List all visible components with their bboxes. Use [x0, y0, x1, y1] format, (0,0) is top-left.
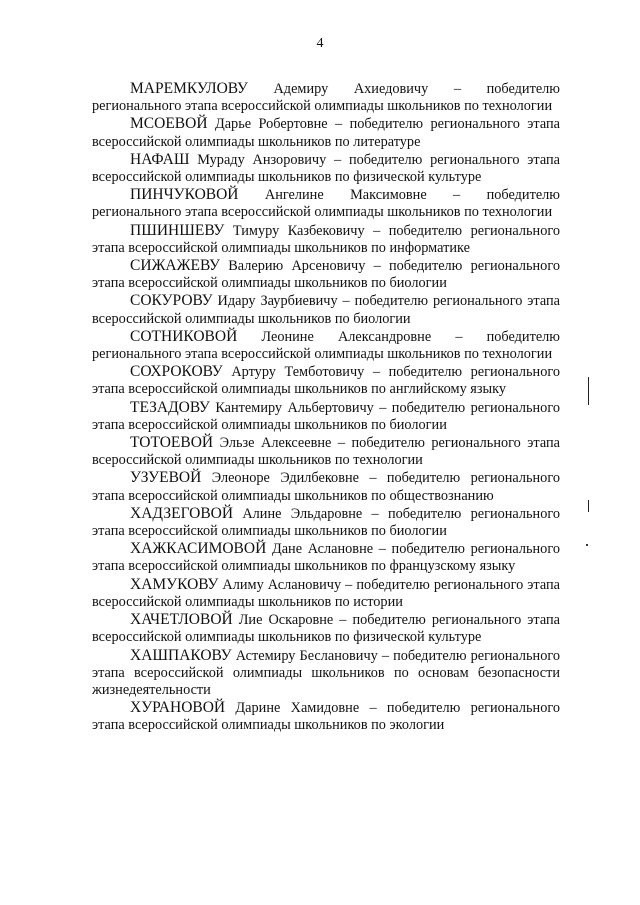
entry-text: Тимуру Казбековичу – победителю регионального этапа всероссийской олимпиады школьников по информатике [92, 222, 560, 256]
entry-surname: ХАЖКАСИМОВОЙ [130, 540, 267, 558]
award-entry [92, 363, 560, 398]
entry-surname: ХАЧЕТЛОВОЙ [130, 611, 233, 629]
entry-text: Эльзе Алексеевне – победителю регионального этапа всероссийской олимпиады школьников по технологии [92, 435, 560, 469]
entry-text: Дарье Робертовне – победителю регионального этапа всероссийской олимпиады школьников по литературе [92, 116, 560, 150]
award-entry [92, 434, 560, 469]
award-entry [92, 328, 560, 363]
entry-surname: ХАМУКОВУ [130, 575, 219, 593]
entry-text: Дане Аслановне – победителю регионального этапа всероссийской олимпиады школьников по французскому языку [92, 541, 560, 575]
entry-surname: СИЖАЖЕВУ [130, 257, 221, 275]
entry-text: Алиму Аслановичу – победителю регионального этапа всероссийской олимпиады школьников по истории [92, 576, 560, 610]
award-entry [92, 115, 560, 150]
page-number: 4 [316, 36, 324, 51]
entry-text: Ангелине Максимовне – победителю регионального этапа всероссийской олимпиады школьников по технологии [92, 187, 560, 221]
scan-margin-line [588, 500, 589, 512]
award-entry [92, 540, 560, 575]
award-entry [92, 576, 560, 611]
entry-text: Идару Заурбиевичу – победителю регионального этапа всероссийской олимпиады школьников по биологии [92, 293, 560, 327]
entry-surname: ХАДЗЕГОВОЙ [130, 504, 234, 522]
entry-text: Дарине Хамидовне – победителю регионального этапа всероссийской олимпиады школьников по экологии [92, 700, 560, 734]
entry-surname: ХУРАНОВОЙ [130, 699, 226, 717]
award-entry [92, 151, 560, 186]
entry-text: Адемиру Ахиедовичу – победителю регионального этапа всероссийской олимпиады школьников по технологии [92, 81, 560, 115]
award-entry [92, 80, 560, 115]
entry-surname: СОКУРОВУ [130, 292, 213, 310]
award-entry [92, 699, 560, 734]
entry-surname: ПШИНШЕВУ [130, 221, 225, 239]
award-entry [92, 186, 560, 221]
entry-surname: УЗУЕВОЙ [130, 469, 202, 487]
entry-text: Лие Оскаровне – победителю регионального этапа всероссийской олимпиады школьников по физической культуре [92, 612, 560, 646]
award-entry [92, 469, 560, 504]
award-entry [92, 399, 560, 434]
entry-surname: СОТНИКОВОЙ [130, 327, 238, 345]
entry-text: Алине Эльдаровне – победителю регионального этапа всероссийской олимпиады школьников по биологии [92, 505, 560, 540]
entry-surname: МСОЕВОЙ [130, 115, 208, 133]
entry-text: Астемиру Беслановичу – победителю регионального этапа всероссийской олимпиады школьников по основам безопасности жизнедеятельности [92, 647, 560, 698]
award-entry [92, 292, 560, 327]
entry-surname: ТОТОЕВОЙ [130, 434, 214, 452]
award-entry [92, 257, 560, 292]
entry-surname: СОХРОКОВУ [130, 363, 223, 381]
entry-text: Мураду Анзоровичу – победителю регионального этапа всероссийской олимпиады школьников по физической культуре [92, 151, 560, 186]
entry-text: Кантемиру Альбертовичу – победителю регионального этапа всероссийской олимпиады школьников по биологии [92, 399, 560, 433]
scan-margin-line [588, 377, 589, 405]
award-entry [92, 611, 560, 646]
document-body [92, 80, 560, 735]
scan-speck [586, 544, 588, 546]
entry-surname: НАФАШ [130, 150, 190, 168]
entry-text: Леонине Александровне – победителю регионального этапа всероссийской олимпиады школьников по технологии [92, 328, 560, 363]
entry-text: Артуру Темботовичу – победителю регионального этапа всероссийской олимпиады школьников по английскому языку [92, 364, 560, 398]
award-entry [92, 505, 560, 540]
entry-surname: ПИНЧУКОВОЙ [130, 186, 239, 204]
entry-surname: ХАШПАКОВУ [130, 646, 232, 664]
entry-surname: МАРЕМКУЛОВУ [130, 80, 248, 97]
entry-surname: ТЕЗАДОВУ [130, 398, 210, 416]
award-entry [92, 647, 560, 700]
award-entry [92, 222, 560, 257]
entry-text: Элеоноре Эдилбековне – победителю регионального этапа всероссийской олимпиады школьников по обществознанию [92, 470, 560, 504]
entry-text: Валерию Арсеновичу – победителю регионального этапа всероссийской олимпиады школьников по биологии [92, 258, 560, 292]
